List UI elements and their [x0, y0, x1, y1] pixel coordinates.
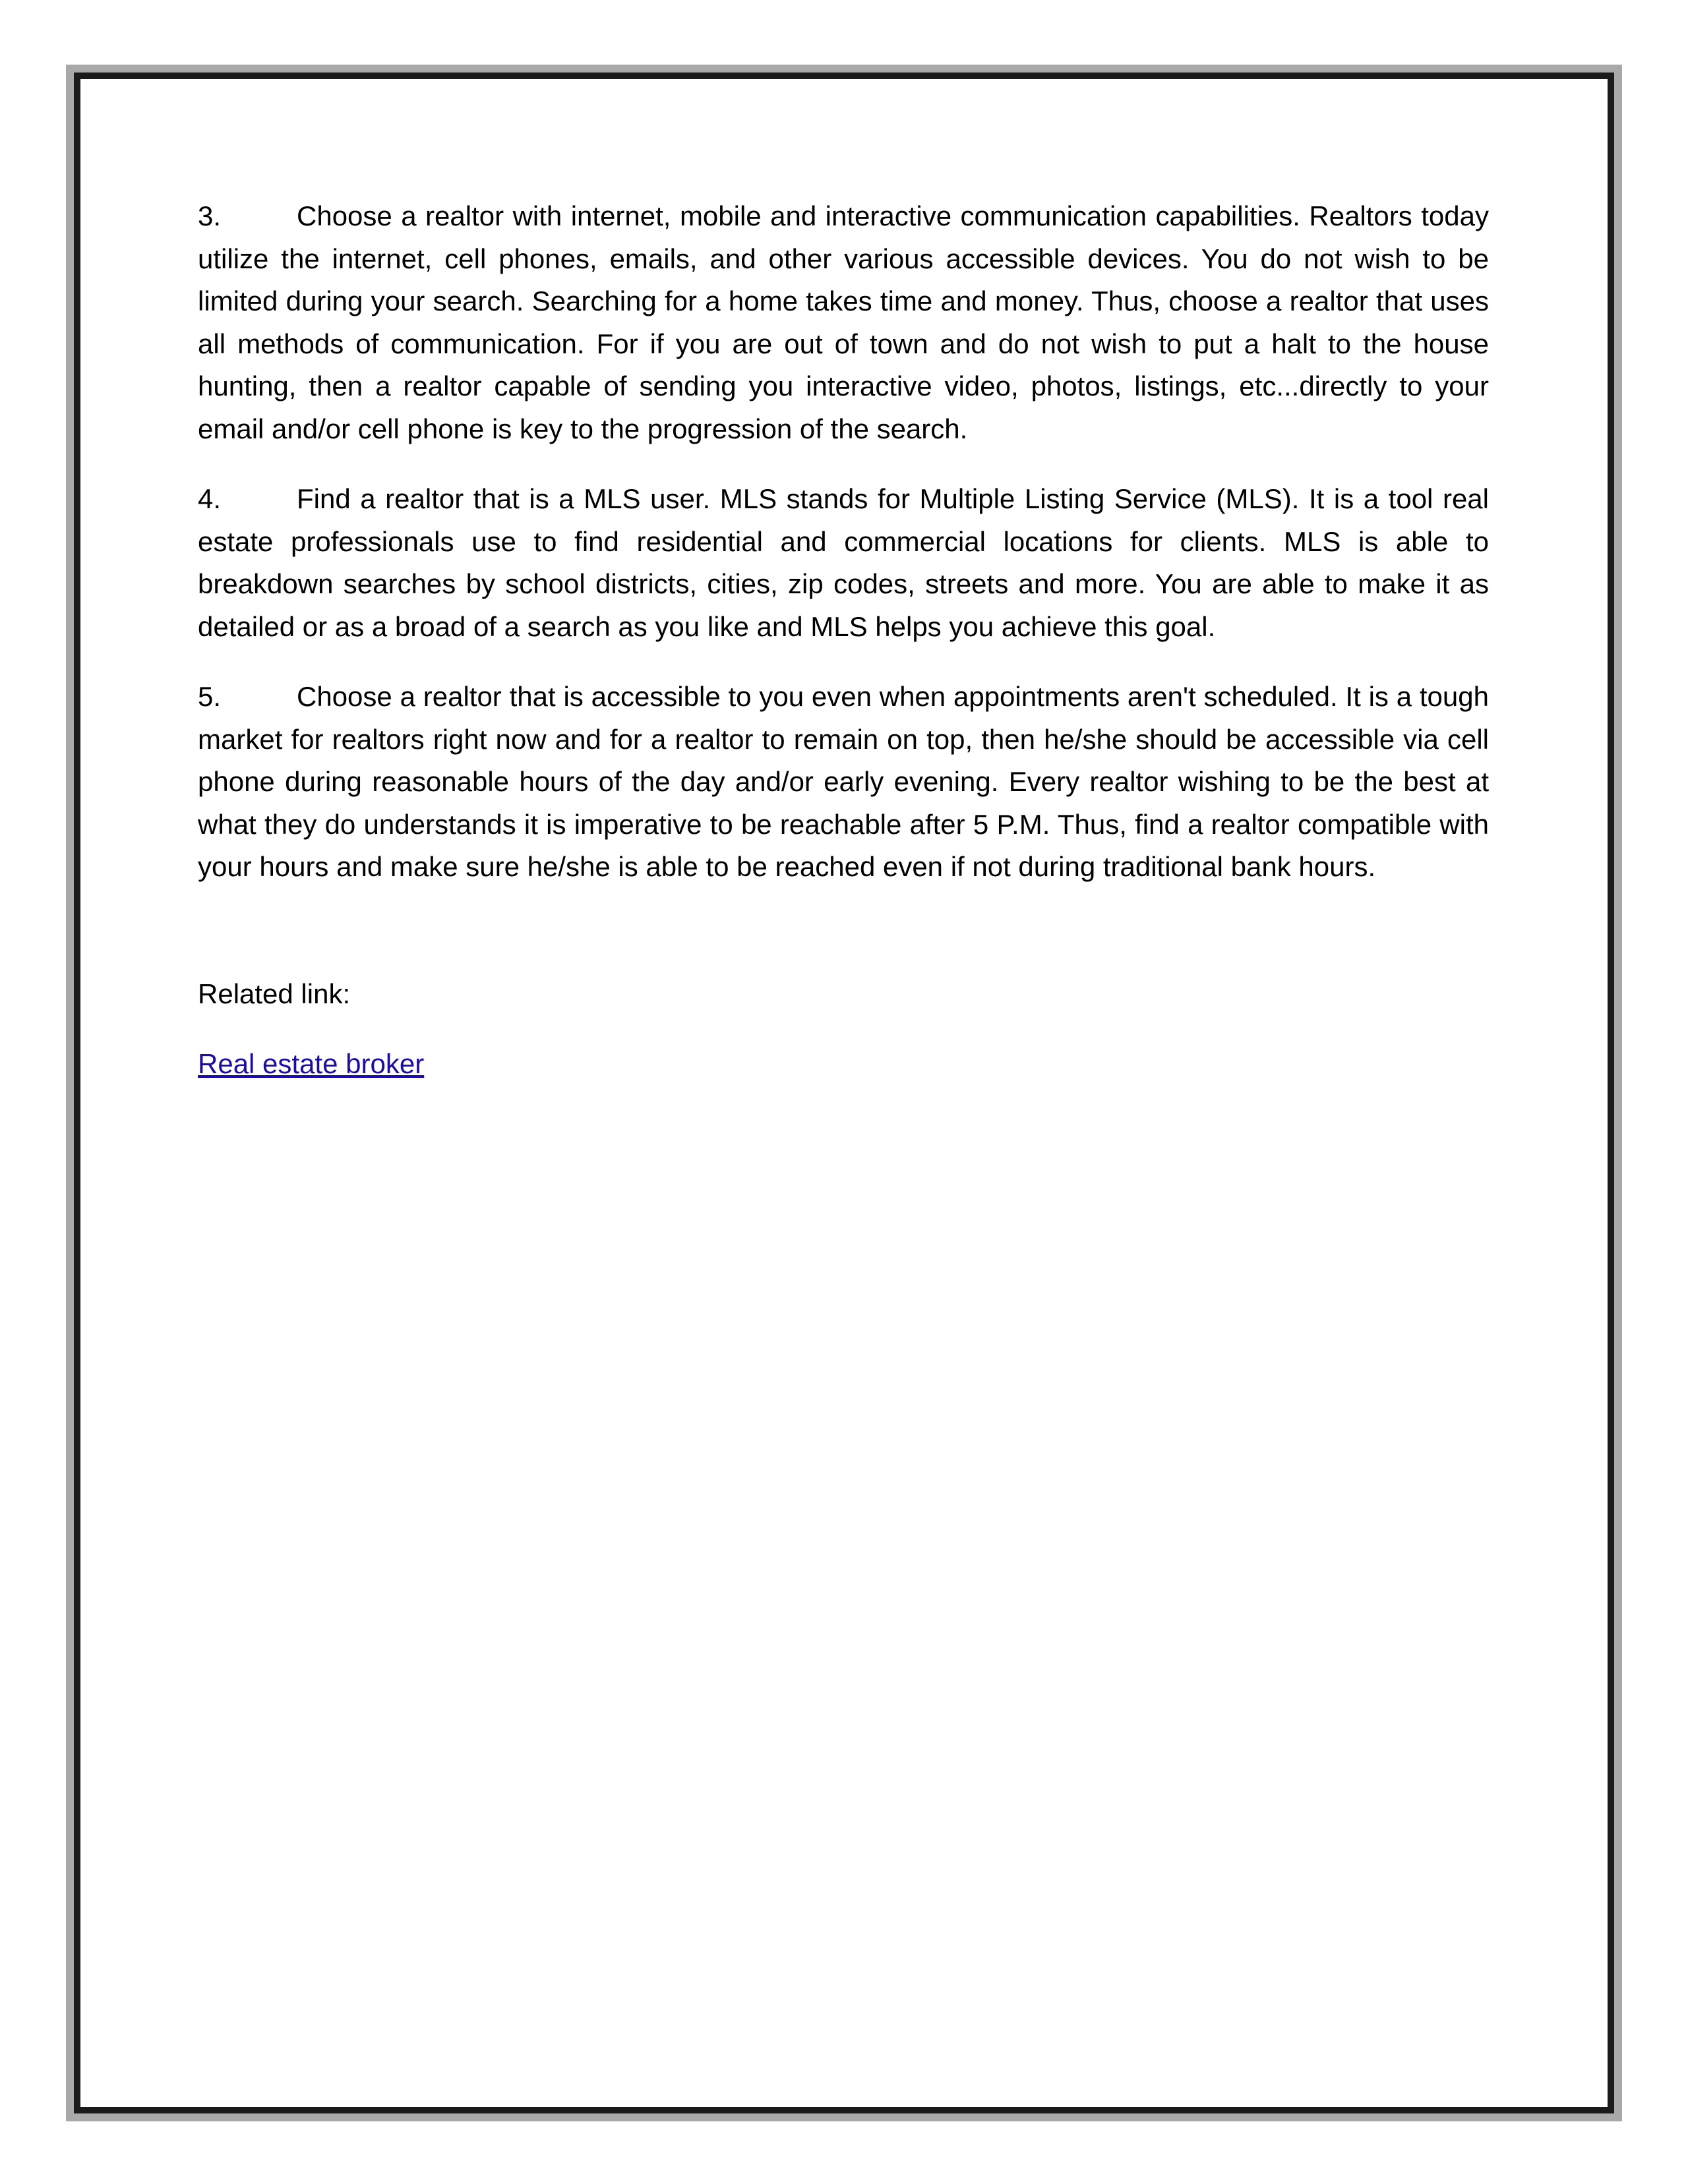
related-link-label: Related link: — [198, 978, 351, 1009]
paragraph-text: Choose a realtor with internet, mobile and interactive communication capabilities. Realtors today utilize the internet, cell phones, emails, and other various accessible devices. You do not wish to be limited during your search. Searching for a home takes time and money. Thus, choose a realtor that uses all methods of communication. For if you are out of town and do not wish to put a halt to the house hunting, then a realtor capable of sending you interactive video, photos, listings, etc...directly to your email and/or cell phone is key to the progression of the search. — [198, 200, 1489, 444]
paragraph-3 — [198, 195, 1489, 450]
paragraph-number: 3. — [198, 200, 222, 231]
real-estate-broker-link[interactable]: Real estate broker — [198, 1048, 425, 1079]
paragraph-text: Choose a realtor that is accessible to you even when appointments aren't scheduled. It is a tough market for realtors right now and for a realtor to remain on top, then he/she should be accessible via cell phone during reasonable hours of the day and/or early evening. Every realtor wishing to be the best at what they do understands it is imperative to be reachable after 5 P.M. Thus, find a realtor compatible with your hours and make sure he/she is able to be reached even if not during traditional bank hours. — [198, 681, 1489, 882]
paragraph-5 — [198, 676, 1489, 889]
paragraph-number: 4. — [198, 483, 222, 514]
document-body — [198, 195, 1489, 1086]
paragraph-text: Find a realtor that is a MLS user. MLS stands for Multiple Listing Service (MLS). It is a tool real estate professionals use to find residential and commercial locations for clients. MLS is able to breakdown searches by school districts, cities, zip codes, streets and more. You are able to make it as detailed or as a broad of a search as you like and MLS helps you achieve this goal. — [198, 483, 1489, 642]
paragraph-4 — [198, 478, 1489, 648]
paragraph-number: 5. — [198, 681, 222, 712]
